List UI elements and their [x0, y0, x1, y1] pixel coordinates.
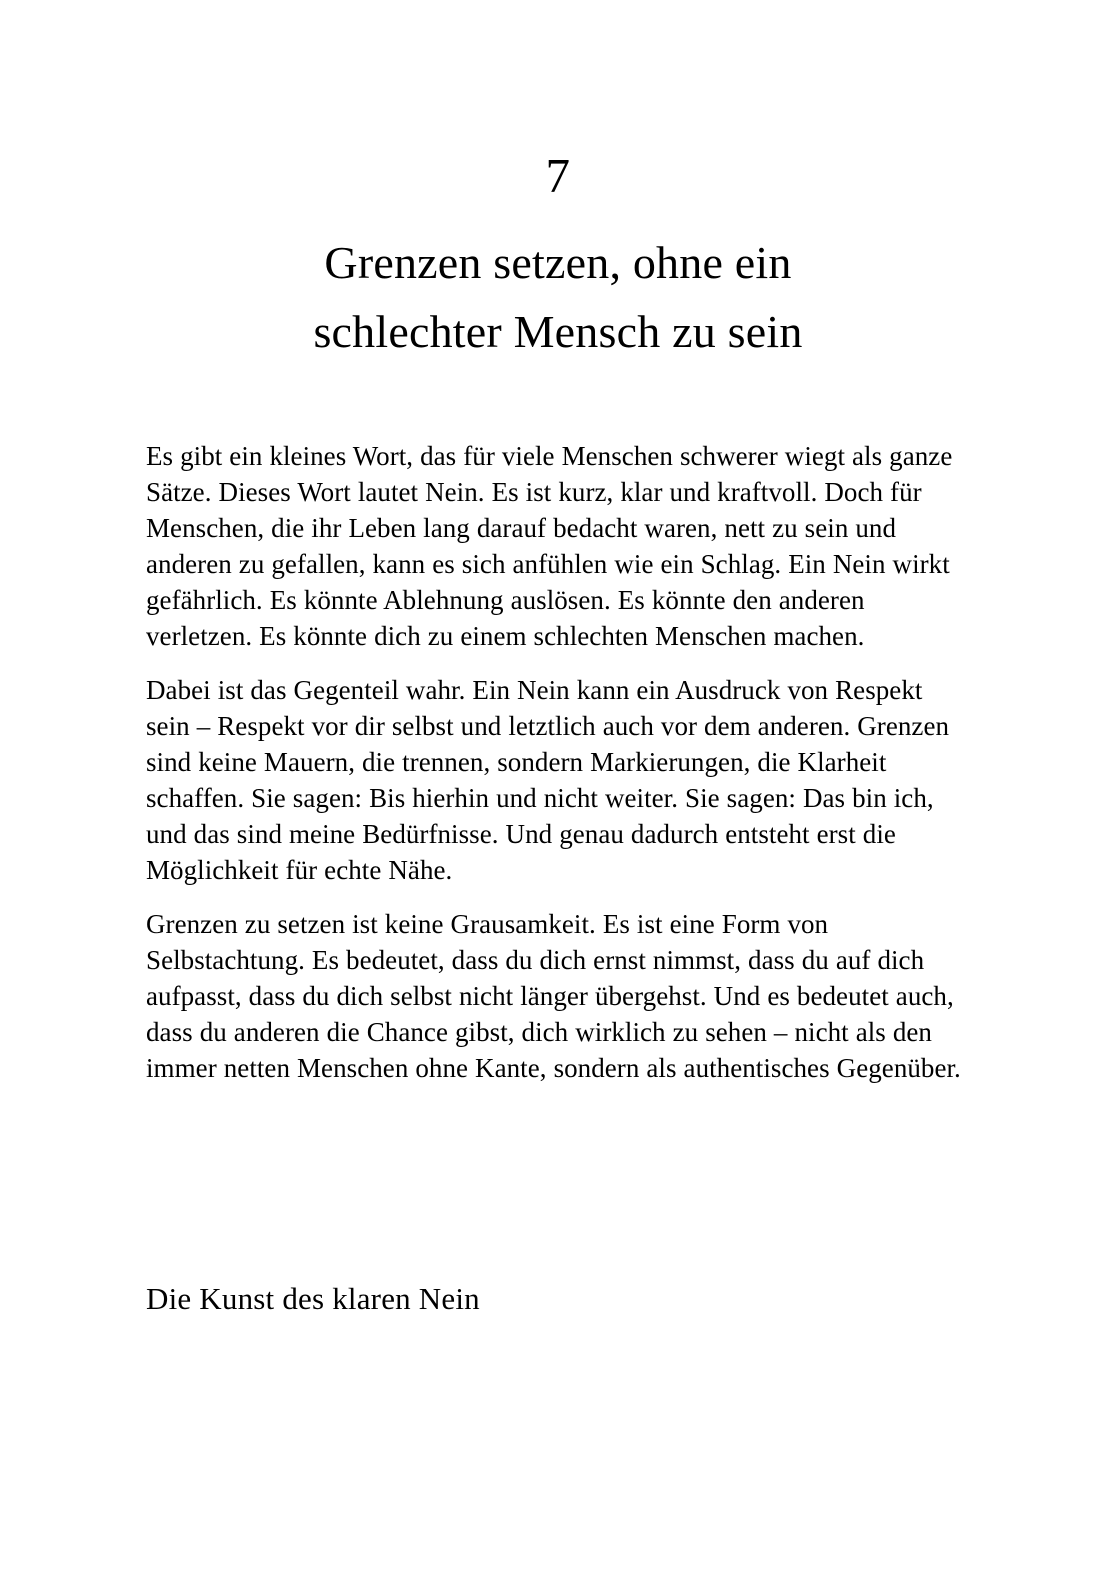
body-paragraph-1: Es gibt ein kleines Wort, das für viele Menschen schwerer wiegt als ganze Sätze. Dieses Wort lautet Nein. Es ist kurz, klar und kraftvoll. Doch für Menschen, die ihr Leben lang darauf bedacht waren, nett zu sein und anderen zu gefallen, kann es sich anfühlen wie ein Schlag. Ein Nein wirkt gefährlich. Es könnte Ablehnung auslösen. Es könnte den anderen verletzen. Es könnte dich zu einem schlechten Menschen machen.	[146, 441, 953, 651]
chapter-title	[0, 228, 1116, 366]
chapter-opener	[0, 146, 1116, 366]
body-paragraph-3: Grenzen zu setzen ist keine Grausamkeit. Es ist eine Form von Selbstachtung. Es bedeutet, dass du dich ernst nimmst, dass du auf dich aufpasst, dass du dich selbst nicht länger übergehst. Und es bedeutet auch, dass du anderen die Chance gibst, dich wirklich zu sehen – nicht als den immer netten Menschen ohne Kante, sondern als authentisches Gegenüber.	[146, 909, 961, 1083]
body-text-block	[146, 438, 964, 1086]
body-paragraph-2: Dabei ist das Gegenteil wahr. Ein Nein kann ein Ausdruck von Respekt sein – Respekt vor dir selbst und letztlich auch vor dem anderen. Grenzen sind keine Mauern, die trennen, sondern Markierungen, die Klarheit schaffen. Sie sagen: Bis hierhin und nicht weiter. Sie sagen: Das bin ich, und das sind meine Bedürfnisse. Und genau dadurch entsteht erst die Möglichkeit für echte Nähe.	[146, 675, 950, 885]
chapter-title-line-1: Grenzen setzen, ohne ein	[324, 237, 792, 288]
section-subheading: Die Kunst des klaren Nein	[146, 1281, 480, 1316]
chapter-title-line-2: schlechter Mensch zu sein	[313, 306, 803, 357]
chapter-number: 7	[545, 148, 571, 203]
